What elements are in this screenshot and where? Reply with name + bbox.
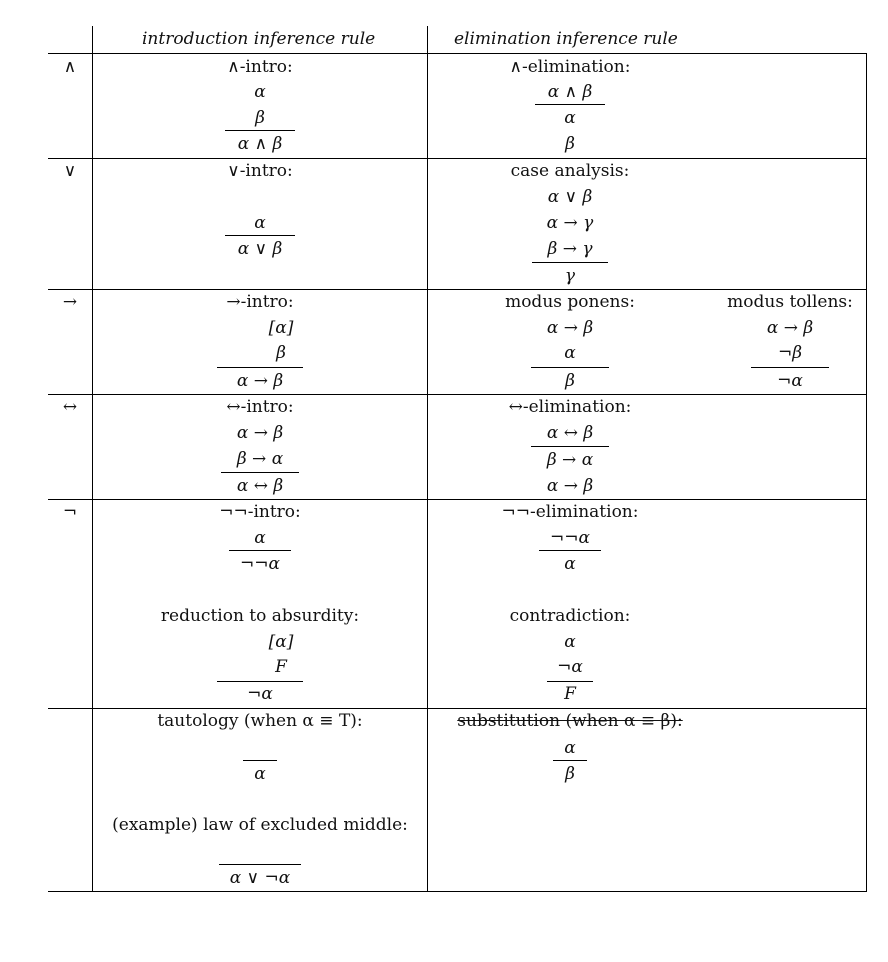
inference-line xyxy=(553,760,587,761)
header-rule xyxy=(48,53,867,54)
tautology-conclusion: α xyxy=(254,764,266,784)
substitution-title-struck: substitution (when α ≡ β): xyxy=(457,711,683,731)
contradiction-conclusion: F xyxy=(564,684,576,704)
symbol-iff: ↔ xyxy=(62,397,78,417)
iff-intro-title: ↔-intro: xyxy=(226,397,294,417)
dn-intro-title: ¬¬-intro: xyxy=(219,502,301,522)
modus-ponens-conclusion: β xyxy=(565,371,575,391)
contradiction-title: contradiction: xyxy=(509,606,631,626)
table-bottom-rule xyxy=(48,891,867,892)
inference-line xyxy=(229,550,291,551)
and-elim-conclusion: β xyxy=(565,134,575,154)
lem-title: (example) law of excluded middle: xyxy=(112,815,408,835)
raa-title: reduction to absurdity: xyxy=(160,606,360,626)
and-elim-premise: α ∧ β xyxy=(547,82,593,102)
dn-elim-premise: ¬¬α xyxy=(550,528,590,548)
dn-elim-title: ¬¬-elimination: xyxy=(501,502,639,522)
and-elim-title: ∧-elimination: xyxy=(509,57,631,77)
table-right-border xyxy=(866,53,867,892)
row-divider xyxy=(48,394,867,395)
case-analysis-title: case analysis: xyxy=(510,161,630,181)
and-intro-premise: β xyxy=(255,108,265,128)
inference-line xyxy=(535,104,605,105)
dn-intro-premise: α xyxy=(254,528,266,548)
dn-elim-conclusion: α xyxy=(564,554,576,574)
contradiction-premise: α xyxy=(564,632,576,652)
inference-line xyxy=(221,472,299,473)
modus-tollens-title: modus tollens: xyxy=(727,292,853,312)
inference-line xyxy=(243,760,277,761)
inference-line xyxy=(225,130,295,131)
case-analysis-conclusion: γ xyxy=(564,266,576,286)
substitution-conclusion: β xyxy=(565,764,575,784)
substitution-premise: α xyxy=(564,738,576,758)
row-divider xyxy=(48,708,867,709)
row-divider xyxy=(48,289,867,290)
inference-line xyxy=(532,262,608,263)
imp-intro-assumption: [α] xyxy=(268,318,294,338)
or-intro-title: ∨-intro: xyxy=(227,161,293,181)
inference-line xyxy=(217,367,303,368)
column-divider-1 xyxy=(92,26,93,892)
header-elim: elimination inference rule xyxy=(454,29,678,49)
case-analysis-premise: α ∨ β xyxy=(547,187,593,207)
symbol-and: ∧ xyxy=(63,57,77,77)
and-intro-conclusion: α ∧ β xyxy=(237,134,283,154)
modus-tollens-premise: α → β xyxy=(766,318,814,338)
iff-elim-conclusion: α → β xyxy=(546,476,594,496)
or-intro-premise: α xyxy=(254,213,266,233)
imp-intro-premise: β xyxy=(276,343,286,363)
dn-intro-conclusion: ¬¬α xyxy=(240,554,280,574)
or-intro-conclusion: α ∨ β xyxy=(237,239,283,259)
modus-tollens-conclusion: ¬α xyxy=(777,371,803,391)
symbol-implies: → xyxy=(62,292,78,312)
iff-intro-conclusion: α ↔ β xyxy=(236,476,284,496)
inference-line xyxy=(539,550,601,551)
inference-line xyxy=(531,446,609,447)
raa-assumption: [α] xyxy=(268,632,294,652)
and-intro-title: ∧-intro: xyxy=(227,57,293,77)
iff-elim-conclusion: β → α xyxy=(546,450,594,470)
inference-line xyxy=(547,681,593,682)
case-analysis-premise: β → γ xyxy=(547,239,593,259)
iff-intro-premise: α → β xyxy=(236,423,284,443)
raa-conclusion: ¬α xyxy=(247,684,273,704)
and-intro-premise: α xyxy=(254,82,266,102)
iff-elim-premise: α ↔ β xyxy=(546,423,594,443)
lem-conclusion: α ∨ ¬α xyxy=(229,868,291,888)
modus-tollens-premise: ¬β xyxy=(777,343,803,363)
inference-line xyxy=(217,681,303,682)
case-analysis-premise: α → γ xyxy=(546,213,594,233)
modus-ponens-premise: α → β xyxy=(546,318,594,338)
imp-intro-title: →-intro: xyxy=(226,292,294,312)
contradiction-premise: ¬α xyxy=(557,657,583,677)
inference-line xyxy=(531,367,609,368)
iff-elim-title: ↔-elimination: xyxy=(508,397,632,417)
symbol-or: ∨ xyxy=(63,161,77,181)
and-elim-conclusion: α xyxy=(564,108,576,128)
tautology-title: tautology (when α ≡ T): xyxy=(157,711,363,731)
header-intro: introduction inference rule xyxy=(142,29,376,49)
inference-line xyxy=(219,864,301,865)
modus-ponens-title: modus ponens: xyxy=(505,292,635,312)
column-divider-2 xyxy=(427,26,428,892)
symbol-not: ¬ xyxy=(62,502,78,522)
inference-line xyxy=(751,367,829,368)
modus-ponens-premise: α xyxy=(564,343,576,363)
inference-line xyxy=(225,235,295,236)
raa-premise: F xyxy=(275,657,287,677)
row-divider xyxy=(48,158,867,159)
row-divider xyxy=(48,499,867,500)
imp-intro-conclusion: α → β xyxy=(236,371,284,391)
iff-intro-premise: β → α xyxy=(236,449,284,469)
